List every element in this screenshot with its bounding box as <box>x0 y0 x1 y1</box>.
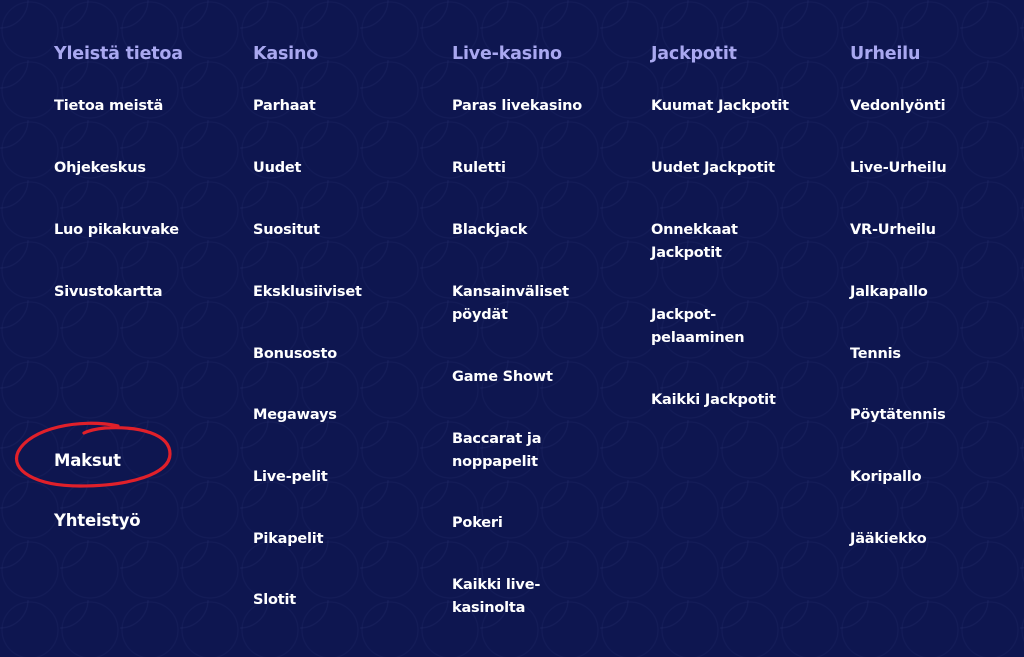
link-casino-slots[interactable]: Slotit <box>253 592 297 608</box>
link-text-line: Jackpot- <box>651 307 717 323</box>
link-casino-popular[interactable]: Suositut <box>253 222 320 238</box>
column-heading-casino: Kasino <box>253 44 319 64</box>
link-live-best[interactable]: Paras livekasino <box>452 98 582 114</box>
link-casino-live-games[interactable]: Live-pelit <box>253 469 328 485</box>
link-payments[interactable]: Maksut <box>54 451 121 470</box>
footer-column-general <box>54 42 229 530</box>
link-help-center[interactable]: Ohjekeskus <box>54 160 146 176</box>
link-jackpots-hot[interactable]: Kuumat Jackpotit <box>651 98 789 114</box>
link-casino-new[interactable]: Uudet <box>253 160 302 176</box>
link-text-line: Baccarat ja <box>452 431 542 447</box>
footer-column-live-casino <box>452 42 627 616</box>
link-casino-quick-games[interactable]: Pikapelit <box>253 531 324 547</box>
link-text-line: noppapelit <box>452 454 538 470</box>
link-live-roulette[interactable]: Ruletti <box>452 160 506 176</box>
column-heading-jackpots: Jackpotit <box>651 44 737 64</box>
link-text-line: Kansainväliset <box>452 284 569 300</box>
link-casino-megaways[interactable]: Megaways <box>253 407 337 423</box>
column-heading-live-casino: Live-kasino <box>452 44 562 64</box>
link-live-international-tables[interactable] <box>452 281 569 327</box>
link-create-shortcut[interactable]: Luo pikakuvake <box>54 222 179 238</box>
link-about-us[interactable]: Tietoa meistä <box>54 98 164 114</box>
link-live-poker[interactable]: Pokeri <box>452 515 503 531</box>
link-jackpots-playing[interactable] <box>651 304 744 350</box>
link-text-line: Jackpotit <box>651 245 722 261</box>
link-sports-table-tennis[interactable]: Pöytätennis <box>850 407 946 423</box>
footer-column-jackpots <box>651 42 826 408</box>
link-partnership[interactable]: Yhteistyö <box>54 511 141 530</box>
link-live-blackjack[interactable]: Blackjack <box>452 222 528 238</box>
link-text-line: Onnekkaat <box>651 222 738 238</box>
footer-column-sports <box>850 42 1024 547</box>
column-heading-general: Yleistä tietoa <box>54 44 183 64</box>
link-text-line: pelaaminen <box>651 330 745 346</box>
link-live-all[interactable] <box>452 574 540 620</box>
link-text-line: pöydät <box>452 307 508 323</box>
link-casino-bonus-buy[interactable]: Bonusosto <box>253 346 337 362</box>
link-sports-tennis[interactable]: Tennis <box>850 346 901 362</box>
link-jackpots-lucky[interactable] <box>651 219 738 265</box>
link-jackpots-new[interactable]: Uudet Jackpotit <box>651 160 775 176</box>
link-sports-betting[interactable]: Vedonlyönti <box>850 98 946 114</box>
link-live-baccarat-dice[interactable] <box>452 428 541 474</box>
link-sitemap[interactable]: Sivustokartta <box>54 284 163 300</box>
link-sports-football[interactable]: Jalkapallo <box>850 284 928 300</box>
link-sports-live[interactable]: Live-Urheilu <box>850 160 947 176</box>
link-sports-ice-hockey[interactable]: Jääkiekko <box>850 531 927 547</box>
link-jackpots-all[interactable]: Kaikki Jackpotit <box>651 392 776 408</box>
link-text-line: kasinolta <box>452 600 526 616</box>
link-casino-best[interactable]: Parhaat <box>253 98 316 114</box>
link-casino-exclusive[interactable]: Eksklusiiviset <box>253 284 362 300</box>
link-text-line: Kaikki live- <box>452 577 541 593</box>
link-sports-basketball[interactable]: Koripallo <box>850 469 922 485</box>
column-heading-sports: Urheilu <box>850 44 921 64</box>
link-live-game-shows[interactable]: Game Showt <box>452 369 553 385</box>
link-sports-vr[interactable]: VR-Urheilu <box>850 222 936 238</box>
footer-column-casino <box>253 42 428 608</box>
